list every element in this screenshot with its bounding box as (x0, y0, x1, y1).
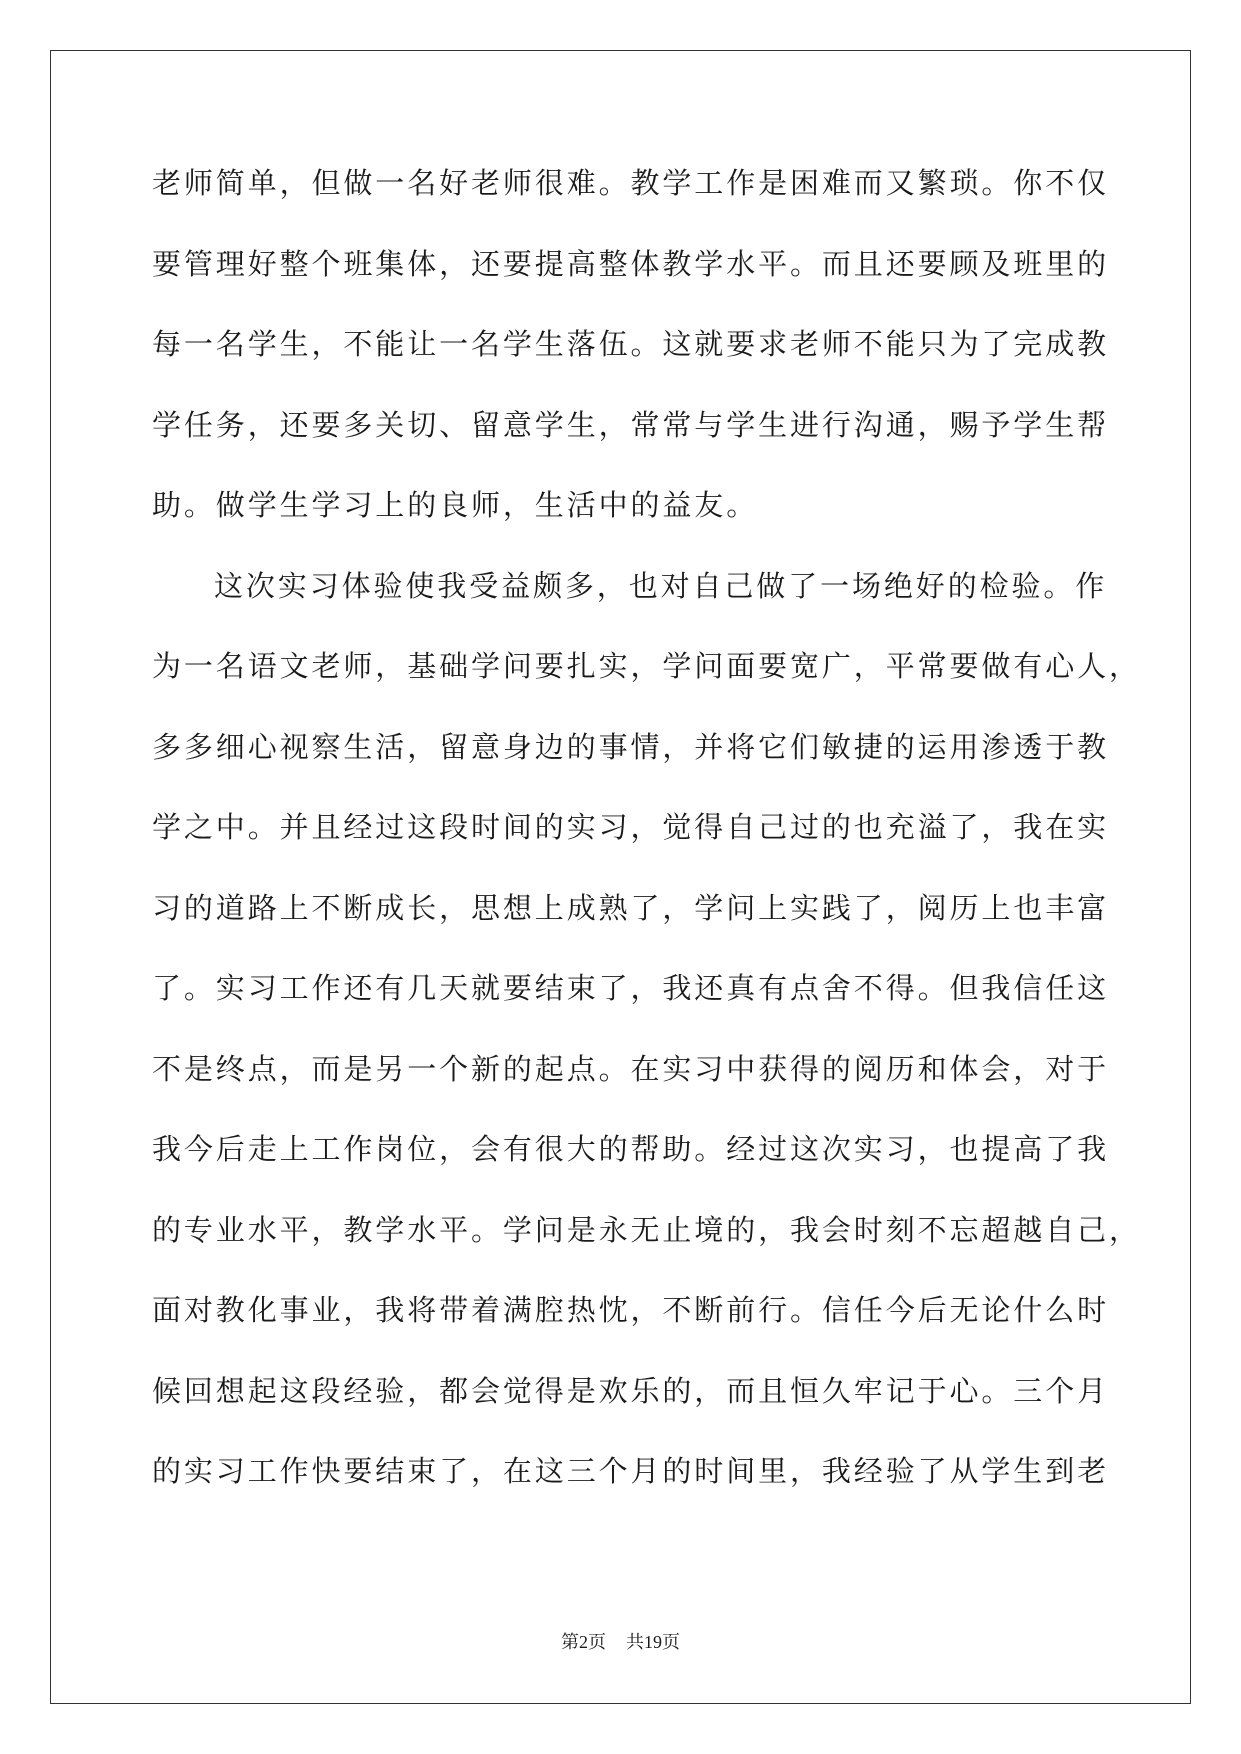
text-line: 候回想起这段经验，都会觉得是欢乐的，而且恒久牢记于心。三个月 (152, 1373, 1110, 1408)
page-footer (0, 1628, 1241, 1654)
text-line: 助。做学生学习上的良师，生活中的益友。 (152, 488, 759, 522)
page-total: 共19页 (626, 1632, 680, 1652)
text-line: 为一名语文老师，基础学问要扎实，学问面要宽广，平常要做有心人， (152, 649, 1141, 683)
text-line: 不是终点，而是另一个新的起点。在实习中获得的阅历和体会，对于 (152, 1051, 1110, 1086)
document-body (152, 163, 1141, 1532)
page-number: 第2页 (561, 1632, 606, 1652)
text-line: 每一名学生，不能让一名学生落伍。这就要求老师不能只为了完成教 (152, 327, 1110, 361)
text-line: 学任务，还要多关切、留意学生，常常与学生进行沟通，赐予学生帮 (152, 407, 1110, 442)
text-line: 了。实习工作还有几天就要结束了，我还真有点舍不得。但我信任这 (152, 971, 1110, 1005)
text-line: 老师简单，但做一名好老师很难。教学工作是困难而又繁琐。你不仅 (152, 166, 1110, 200)
text-line: 的专业水平，教学水平。学问是永无止境的，我会时刻不忘超越自己， (152, 1212, 1141, 1247)
text-line: 学之中。并且经过这段时间的实习，觉得自己过的也充溢了，我在实 (152, 810, 1110, 844)
text-line: 这次实习体验使我受益颇多，也对自己做了一场绝好的检验。作 (214, 568, 1108, 603)
text-line: 我今后走上工作岗位，会有很大的帮助。经过这次实习，也提高了我 (152, 1132, 1110, 1166)
text-line: 面对教化事业，我将带着满腔热忱，不断前行。信任今后无论什么时 (152, 1293, 1110, 1327)
text-line: 要管理好整个班集体，还要提高整体教学水平。而且还要顾及班里的 (152, 246, 1110, 281)
text-line: 的实习工作快要结束了，在这三个月的时间里，我经验了从学生到老 (152, 1454, 1110, 1488)
text-line: 多多细心视察生活，留意身边的事情，并将它们敏捷的运用渗透于教 (152, 729, 1110, 764)
text-line: 习的道路上不断成长，思想上成熟了，学问上实践了，阅历上也丰富 (152, 890, 1110, 925)
